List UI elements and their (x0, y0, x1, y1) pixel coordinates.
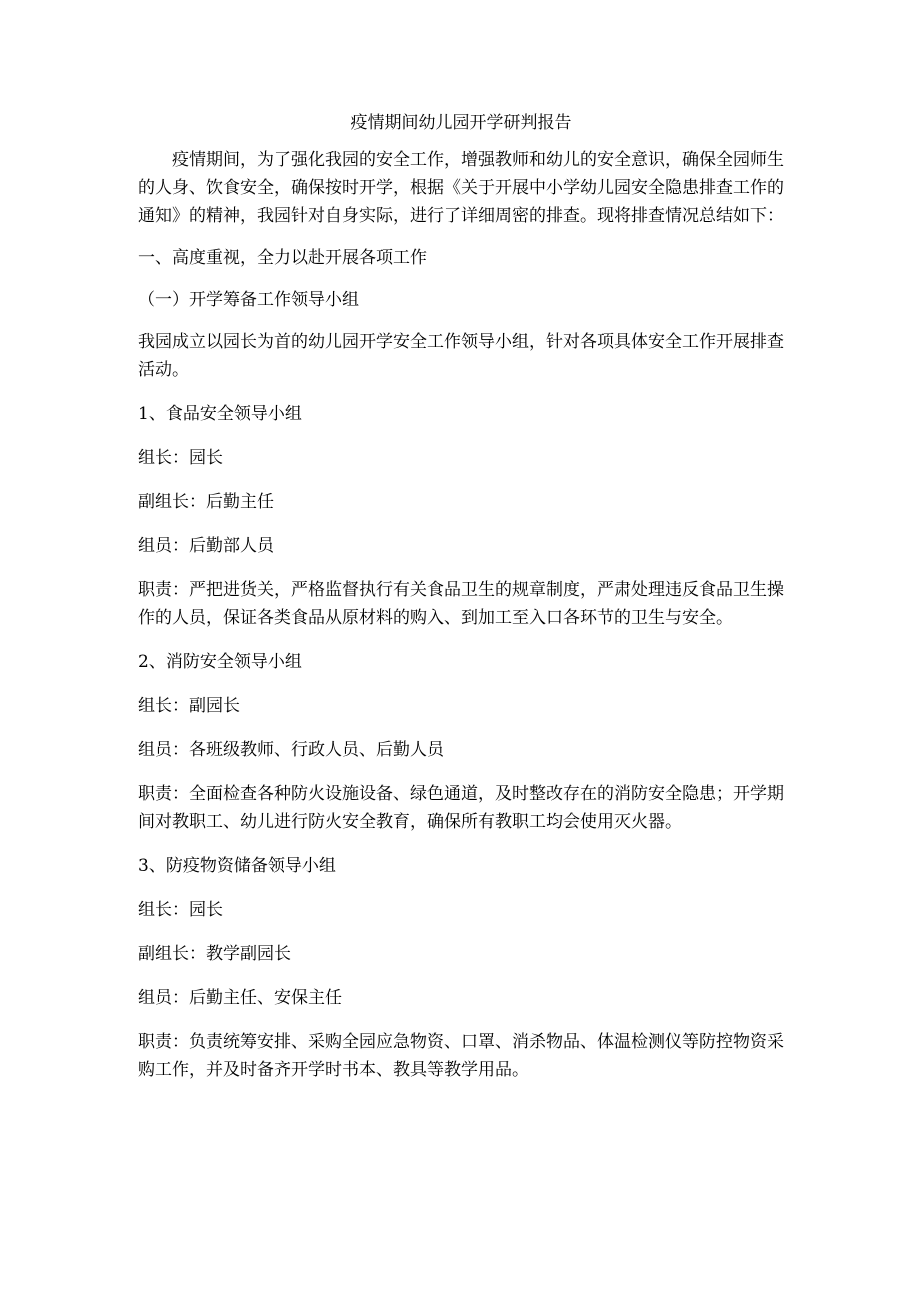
group-member-line: 组员：各班级教师、行政人员、后勤人员 (138, 740, 444, 760)
group-member-line: 组员：后勤部人员 (138, 536, 274, 556)
group-heading-fire-safety: 2、消防安全领导小组 (138, 652, 302, 672)
group-heading-food-safety: 1、食品安全领导小组 (138, 404, 302, 424)
subsection-intro-paragraph: 我园成立以园长为首的幼儿园开学安全工作领导小组，针对各项具体安全工作开展排查活动。 (138, 332, 784, 380)
group-member-line: 组长：园长 (138, 448, 223, 468)
group-member-line: 副组长：教学副园长 (138, 944, 291, 964)
document-title: 疫情期间幼儿园开学研判报告 (350, 113, 572, 133)
subsection-heading: （一）开学筹备工作领导小组 (138, 290, 359, 310)
group-member-line: 组长：园长 (138, 900, 223, 920)
group-duty-paragraph: 职责：严把进货关，严格监督执行有关食品卫生的规章制度，严肃处理违反食品卫生操作的人员，保证各类食品从原材料的购入、到加工至入口各环节的卫生与安全。 (138, 580, 784, 628)
intro-paragraph: 疫情期间，为了强化我园的安全工作，增强教师和幼儿的安全意识，确保全园师生的人身、饮食安全，确保按时开学，根据《关于开展中小学幼儿园安全隐患排查工作的通知》的精神，我园针对自身实际，进行了详细周密的排查。现将排查情况总结如下： (138, 150, 784, 226)
group-member-line: 副组长：后勤主任 (138, 492, 274, 512)
group-member-line: 组员：后勤主任、安保主任 (138, 988, 342, 1008)
section-heading: 一、高度重视，全力以赴开展各项工作 (138, 248, 427, 268)
document-body (138, 108, 784, 1084)
group-duty-paragraph: 职责：负责统筹安排、采购全园应急物资、口罩、消杀物品、体温检测仪等防控物资采购工作，并及时备齐开学时书本、教具等教学用品。 (138, 1032, 784, 1080)
group-heading-epidemic-supplies: 3、防疫物资储备领导小组 (138, 856, 336, 876)
group-member-line: 组长：副园长 (138, 696, 240, 716)
group-duty-paragraph: 职责：全面检查各种防火设施设备、绿色通道，及时整改存在的消防安全隐患；开学期间对教职工、幼儿进行防火安全教育，确保所有教职工均会使用灭火器。 (138, 784, 784, 832)
